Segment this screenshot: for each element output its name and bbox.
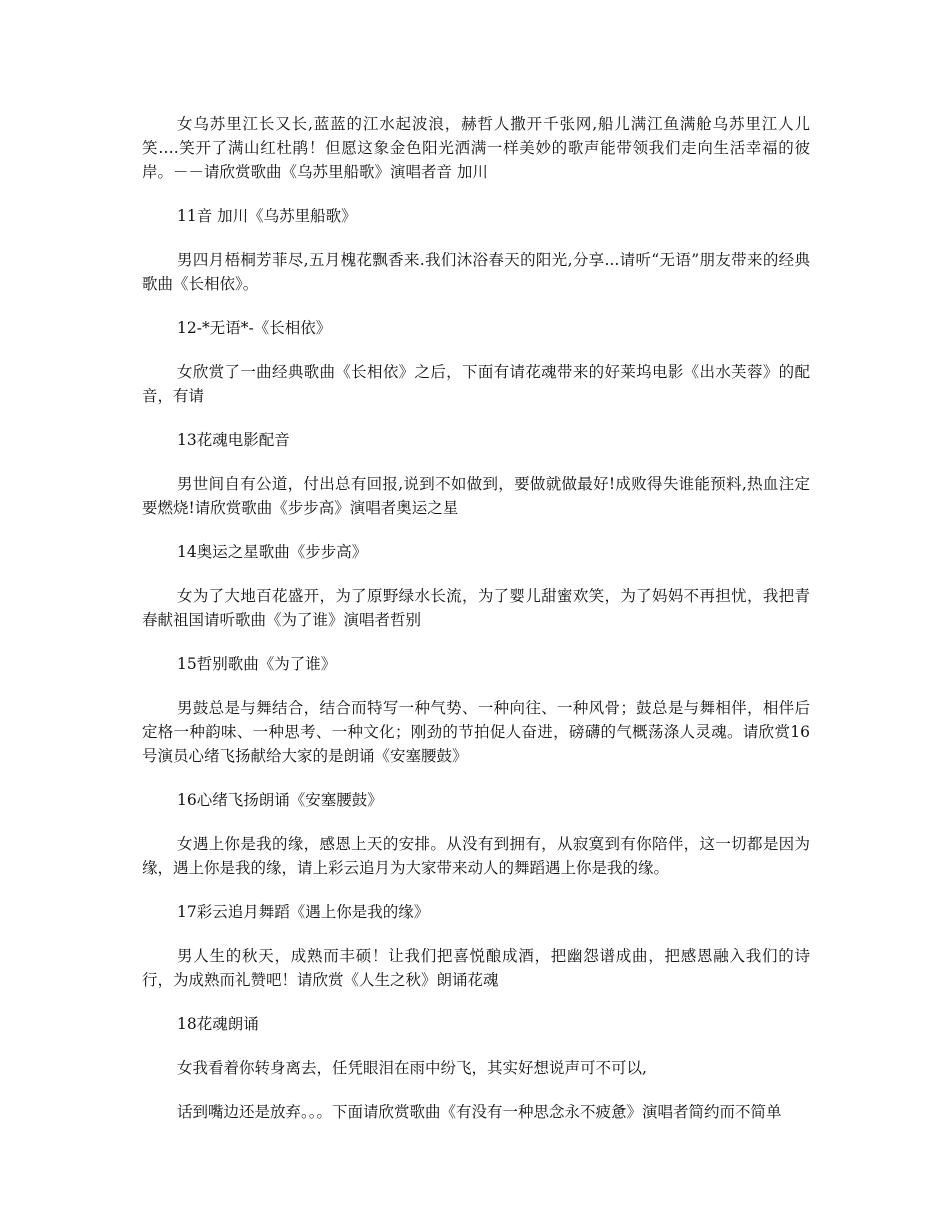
paragraph-intro-rensheng: 男人生的秋天，成熟而丰硕！让我们把喜悦酿成酒，把幽怨谱成曲，把感恩融入我们的诗行，为成熟而礼赞吧！请欣赏《人生之秋》朗诵花魂 [142,947,810,989]
program-item-12: 12-*无语*-《长相依》 [177,319,332,337]
paragraph-intro-sinian-1: 女我看着你转身离去，任凭眼泪在雨中纷飞，其实好想说声可不可以, [177,1059,647,1077]
document-body [142,112,810,1144]
paragraph-intro-yushang: 女遇上你是我的缘，感恩上天的安排。从没有到拥有，从寂寞到有你陪伴，这一切都是因为缘，遇上你是我的缘，请上彩云追月为大家带来动人的舞蹈遇上你是我的缘。 [142,835,810,877]
program-item-16: 16心绪飞扬朗诵《安塞腰鼓》 [177,791,383,809]
program-item-13: 13花魂电影配音 [177,431,290,449]
paragraph-intro-weileshui: 女为了大地百花盛开，为了原野绿水长流，为了婴儿甜蜜欢笑，为了妈妈不再担忧，我把青春献祖国请听歌曲《为了谁》演唱者哲别 [142,587,810,629]
program-item-14: 14奥运之星歌曲《步步高》 [177,543,368,561]
program-item-18: 18花魂朗诵 [177,1015,259,1033]
program-item-15: 15哲别歌曲《为了谁》 [177,655,337,673]
paragraph-intro-changxiangyi: 男四月梧桐芳菲尽,五月槐花飘香来.我们沐浴春天的阳光,分享...请听“无语”朋友带来的经典歌曲《长相依》。 [142,251,810,293]
program-item-17: 17彩云追月舞蹈《遇上你是我的缘》 [177,903,430,921]
paragraph-intro-dubbing: 女欣赏了一曲经典歌曲《长相依》之后，下面有请花魂带来的好莱坞电影《出水芙蓉》的配音，有请 [142,363,810,405]
paragraph-intro-ansai: 男鼓总是与舞结合，结合而特写一种气势、一种向往、一种风骨；鼓总是与舞相伴，相伴后定格一种韵味、一种思考、一种文化；刚劲的节拍促人奋进，磅礴的气概荡涤人灵魂。请欣赏16号演员心绪飞扬献给大家的是朗诵《安塞腰鼓》 [142,699,810,765]
paragraph-intro-wusuli: 女乌苏里江长又长,蓝蓝的江水起波浪，赫哲人撒开千张网,船儿满江鱼满舱乌苏里江人儿笑….笑开了满山红杜鹃！但愿这象金色阳光洒满一样美妙的歌声能带领我们走向生活幸福的彼岸。－－请欣赏歌曲《乌苏里船歌》演唱者音 加川 [142,115,810,181]
program-item-11: 11音 加川《乌苏里船歌》 [177,207,357,225]
paragraph-intro-bubugao: 男世间自有公道，付出总有回报,说到不如做到，要做就做最好!成败得失谁能预料,热血注定要燃烧!请欣赏歌曲《步步高》演唱者奥运之星 [142,475,810,517]
paragraph-intro-sinian-2: 话到嘴边还是放弃。。。下面请欣赏歌曲《有没有一种思念永不疲惫》演唱者简约而不简单 [177,1103,782,1121]
